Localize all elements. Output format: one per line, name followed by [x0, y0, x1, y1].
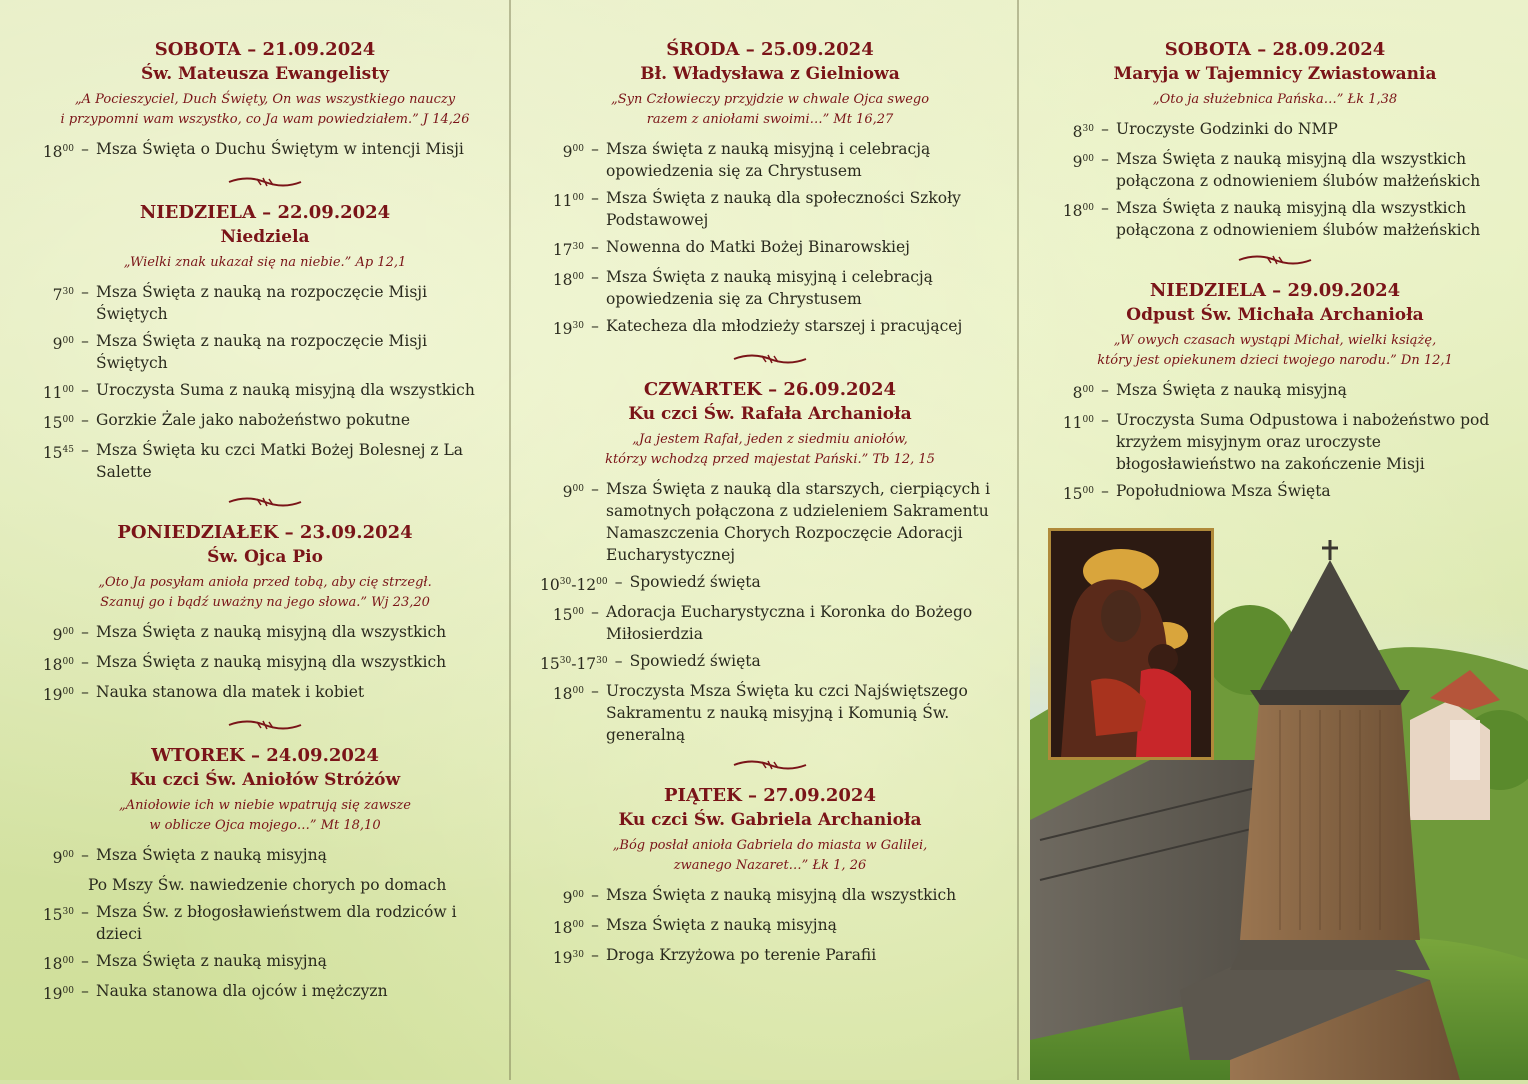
- dash: –: [591, 268, 599, 286]
- quote-line: Szanuj go i bądź uważny na jego słowa.” Wj 23,20: [100, 595, 430, 610]
- time-minutes: 00: [572, 686, 584, 696]
- schedule-item: [540, 944, 1000, 969]
- quote-line: „Ja jestem Rafał, jeden z siedmiu aniołów,: [632, 432, 908, 447]
- time: [540, 914, 584, 939]
- schedule-text: Msza Święta z nauką misyjną: [1116, 381, 1347, 399]
- schedule-text: Msza Święta z nauką misyjną dla wszystkich: [606, 886, 957, 904]
- schedule-text: Gorzkie Żale jako nabożeństwo pokutne: [96, 411, 411, 429]
- scripture-quote: [540, 90, 1000, 130]
- time: [540, 315, 584, 340]
- day-block: [30, 521, 500, 706]
- time-minutes: 00: [62, 657, 74, 667]
- day-title: PONIEDZIAŁEK – 23.09.2024: [117, 522, 413, 543]
- time-minutes: 45: [62, 445, 74, 455]
- time-hour: 17: [576, 655, 597, 673]
- time: [30, 950, 74, 975]
- time-hour: 17: [552, 241, 573, 259]
- quote-line: „Wielki znak ukazał się na niebie.” Ap 12,1: [123, 255, 407, 270]
- schedule-item: [30, 330, 500, 374]
- time-minutes: 30: [559, 656, 572, 666]
- schedule-item: [540, 315, 1000, 340]
- schedule-text: Msza Święta z nauką misyjną: [96, 952, 327, 970]
- schedule-item: [1050, 118, 1500, 143]
- schedule-item: [30, 439, 500, 483]
- day-subtitle: Ku czci Św. Gabriela Archanioła: [618, 810, 922, 830]
- day-block: [30, 38, 500, 163]
- time-minutes: 30: [596, 656, 608, 666]
- time: [540, 236, 584, 261]
- dash: –: [614, 573, 623, 591]
- time-minutes: 00: [62, 850, 74, 860]
- schedule-text: Msza Święta z nauką misyjną dla wszystkich połączona z odnowieniem ślubów małżeńskich: [1116, 199, 1481, 239]
- time-minutes: 00: [572, 484, 584, 494]
- day-block: [30, 744, 500, 1005]
- time-hour: 15: [42, 414, 63, 432]
- day-block: [540, 378, 1000, 746]
- quote-line: zwanego Nazaret…” Łk 1, 26: [673, 858, 867, 873]
- time: [1050, 480, 1094, 505]
- day-title: WTOREK – 24.09.2024: [151, 745, 379, 766]
- time-minutes: 00: [572, 920, 584, 930]
- time-minutes: 00: [1082, 203, 1094, 213]
- time-minutes: 30: [572, 242, 584, 252]
- time: [30, 844, 74, 869]
- dash: –: [81, 381, 89, 399]
- time-minutes: 00: [1082, 415, 1094, 425]
- dash: –: [591, 317, 599, 335]
- fold-line-2: [1017, 0, 1019, 1080]
- dash: –: [591, 682, 599, 700]
- schedule-list: [30, 621, 500, 706]
- dash: –: [1101, 120, 1109, 138]
- dash: –: [81, 441, 89, 459]
- schedule-text: Uroczyste Godzinki do NMP: [1116, 120, 1338, 138]
- schedule-item: [540, 914, 1000, 939]
- schedule-item: [30, 844, 500, 869]
- schedule-text: Msza Święta z nauką misyjną: [96, 846, 327, 864]
- quote-line: razem z aniołami swoimi…” Mt 16,27: [646, 112, 894, 127]
- scripture-quote: [540, 430, 1000, 470]
- time-minutes: 00: [62, 415, 74, 425]
- day-title: SOBOTA – 28.09.2024: [1164, 39, 1386, 60]
- schedule-text: Msza Święta z nauką dla starszych, cierpiących i samotnych połączona z udzieleniem Sakramentu Namaszczenia Chorych Rozpoczęcie Adoracji Eucharystycznej: [606, 480, 991, 564]
- schedule-text: Spowiedź święta: [629, 652, 761, 670]
- dash: –: [591, 603, 599, 621]
- schedule-item: [1050, 197, 1500, 241]
- schedule-list: [1050, 118, 1500, 241]
- column-1: [30, 38, 500, 1015]
- day-subtitle: Ku czci Św. Rafała Archanioła: [628, 404, 912, 424]
- day-subtitle: Św. Ojca Pio: [207, 547, 323, 567]
- schedule-text: Msza Święta z nauką misyjną i celebracją opowiedzenia się za Chrystusem: [606, 268, 933, 308]
- schedule-text: Msza Święta o Duchu Świętym w intencji Misji: [96, 140, 464, 158]
- quote-line: w oblicze Ojca mojego…” Mt 18,10: [149, 818, 381, 833]
- schedule-item: [540, 884, 1000, 909]
- time-hour: 7: [52, 286, 63, 304]
- quote-line: „Oto Ja posyłam anioła przed tobą, aby cię strzegł.: [98, 575, 432, 590]
- time-hour: 11: [42, 384, 63, 402]
- time-minutes: 30: [572, 950, 584, 960]
- schedule-text: Uroczysta Suma z nauką misyjną dla wszystkich: [96, 381, 475, 399]
- schedule-item: [1050, 409, 1500, 475]
- time: [540, 650, 608, 675]
- scripture-quote: [30, 796, 500, 836]
- schedule-text: Uroczysta Msza Święta ku czci Najświętszego Sakramentu z nauką misyjną i Komunią Św. generalną: [606, 682, 968, 744]
- day-title: CZWARTEK – 26.09.2024: [643, 379, 897, 400]
- day-block: [540, 784, 1000, 969]
- time: [1050, 409, 1094, 475]
- dash: –: [81, 903, 89, 921]
- schedule-list: [30, 281, 500, 483]
- time: [30, 651, 74, 676]
- time-hour: 15: [42, 906, 63, 924]
- time: [30, 681, 74, 706]
- schedule-item: [540, 266, 1000, 310]
- time-minutes: 00: [1082, 385, 1094, 395]
- time-hour: 19: [552, 949, 573, 967]
- dash: –: [81, 952, 89, 970]
- schedule-item: [30, 409, 500, 434]
- schedule-item: [540, 680, 1000, 746]
- dash: –: [591, 140, 599, 158]
- time-minutes: 00: [572, 144, 584, 154]
- dash: –: [591, 238, 599, 256]
- day-title: ŚRODA – 25.09.2024: [666, 39, 874, 60]
- schedule-item: [30, 980, 500, 1005]
- time-hour: 9: [562, 143, 573, 161]
- scripture-quote: [1050, 90, 1500, 110]
- time: [1050, 379, 1094, 404]
- time-minutes: 00: [572, 272, 584, 282]
- dash: –: [591, 946, 599, 964]
- schedule-text: Msza Święta ku czci Matki Bożej Bolesnej z La Salette: [96, 441, 464, 481]
- time-hour: 9: [562, 483, 573, 501]
- time-hour: 9: [52, 849, 63, 867]
- schedule-list: [540, 478, 1000, 746]
- schedule-text: Msza Święta z nauką na rozpoczęcie Misji Świętych: [96, 283, 428, 323]
- schedule-text: Nauka stanowa dla ojców i mężczyzn: [96, 982, 388, 1000]
- scripture-quote: [30, 90, 500, 130]
- schedule-item: [1050, 480, 1500, 505]
- quote-line: „Syn Człowieczy przyjdzie w chwale Ojca swego: [610, 92, 930, 107]
- time-range-dash: -: [571, 655, 577, 673]
- schedule-item: [30, 138, 500, 163]
- time: [540, 680, 584, 746]
- column-2: [540, 38, 1000, 979]
- schedule-list: [1050, 379, 1500, 505]
- time-minutes: 00: [62, 687, 74, 697]
- column-3: [1050, 38, 1500, 515]
- schedule-text: Msza Święta z nauką dla społeczności Szkoły Podstawowej: [606, 189, 961, 229]
- day-subtitle: Ku czci Św. Aniołów Stróżów: [129, 770, 401, 790]
- time: [30, 621, 74, 646]
- time: [30, 281, 74, 325]
- day-subtitle: Św. Mateusza Ewangelisty: [141, 64, 389, 84]
- ornament-divider-icon: [227, 495, 303, 509]
- time: [540, 601, 584, 645]
- time: [540, 478, 584, 566]
- dash: –: [1101, 381, 1109, 399]
- time-hour: 12: [576, 576, 597, 594]
- dash: –: [81, 623, 89, 641]
- time: [30, 901, 74, 945]
- dash: –: [81, 332, 89, 350]
- dash: –: [81, 683, 89, 701]
- dash: –: [81, 140, 89, 158]
- day-block: [1050, 279, 1500, 505]
- schedule-item: [540, 571, 1000, 596]
- time-hour: 18: [552, 919, 573, 937]
- day-title: SOBOTA – 21.09.2024: [154, 39, 376, 60]
- dash: –: [614, 652, 623, 670]
- schedule-item: [30, 874, 500, 896]
- time-minutes: 00: [62, 144, 74, 154]
- time: [30, 439, 74, 483]
- time-minutes: 00: [596, 577, 608, 587]
- time: [30, 379, 74, 404]
- dash: –: [591, 189, 599, 207]
- dash: –: [81, 846, 89, 864]
- ornament-divider-icon: [732, 352, 808, 366]
- schedule-item: [30, 621, 500, 646]
- dash: –: [591, 480, 599, 498]
- dash: –: [81, 982, 89, 1000]
- quote-line: „Oto ja służebnica Pańska…” Łk 1,38: [1152, 92, 1398, 107]
- time: [30, 138, 74, 163]
- time-minutes: 00: [62, 986, 74, 996]
- schedule-text: Msza Święta z nauką misyjną dla wszystkich: [96, 623, 447, 641]
- time-hour: 18: [42, 955, 63, 973]
- time-minutes: 30: [62, 287, 74, 297]
- time-hour: 18: [552, 271, 573, 289]
- time-hour: 15: [540, 655, 560, 673]
- time: [540, 187, 584, 231]
- ornament-divider-icon: [227, 718, 303, 732]
- schedule-text: Msza święta z nauką misyjną i celebracją opowiedzenia się za Chrystusem: [606, 140, 931, 180]
- time-hour: 18: [42, 143, 63, 161]
- quote-line: którzy wchodzą przed majestat Pański.” Tb 12, 15: [605, 452, 935, 467]
- time-hour: 18: [42, 656, 63, 674]
- schedule-item: [540, 601, 1000, 645]
- dash: –: [81, 283, 89, 301]
- time-hour: 15: [552, 606, 573, 624]
- time-hour: 10: [540, 576, 560, 594]
- day-title: PIĄTEK – 27.09.2024: [664, 785, 876, 806]
- dash: –: [1101, 150, 1109, 168]
- time-minutes: 30: [559, 577, 572, 587]
- scripture-quote: [540, 836, 1000, 876]
- schedule-list: [30, 138, 500, 163]
- time-hour: 11: [1062, 414, 1083, 432]
- day-subtitle: Odpust Św. Michała Archanioła: [1126, 305, 1424, 325]
- schedule-item: [540, 187, 1000, 231]
- time-minutes: 30: [62, 907, 74, 917]
- schedule-item: [30, 379, 500, 404]
- time: [540, 138, 584, 182]
- time-hour: 9: [52, 335, 63, 353]
- church-photo: [1030, 520, 1528, 1080]
- dash: –: [591, 916, 599, 934]
- time-minutes: 00: [62, 336, 74, 346]
- time: [1050, 148, 1094, 192]
- day-subtitle: Bł. Władysława z Gielniowa: [640, 64, 900, 84]
- quote-line: który jest opiekunem dzieci twojego narodu.” Dn 12,1: [1097, 353, 1453, 368]
- schedule-text: Adoracja Eucharystyczna i Koronka do Bożego Miłosierdzia: [606, 603, 973, 643]
- scripture-quote: [1050, 331, 1500, 371]
- time-range-dash: -: [571, 576, 577, 594]
- time: [30, 409, 74, 434]
- ornament-divider-icon: [227, 175, 303, 189]
- schedule-text: Msza Święta z nauką na rozpoczęcie Misji Świętych: [96, 332, 428, 372]
- time-hour: 9: [1072, 153, 1083, 171]
- time-hour: 19: [552, 320, 573, 338]
- schedule-text: Uroczysta Suma Odpustowa i nabożeństwo pod krzyżem misyjnym oraz uroczyste błogosławieństwo na zakończenie Misji: [1116, 411, 1490, 473]
- time-minutes: 00: [62, 627, 74, 637]
- dash: –: [1101, 199, 1109, 217]
- time-hour: 18: [1062, 202, 1083, 220]
- day-title: NIEDZIELA – 22.09.2024: [139, 202, 391, 223]
- dash: –: [81, 411, 89, 429]
- schedule-item: [540, 138, 1000, 182]
- schedule-text: Msza Święta z nauką misyjną dla wszystkich połączona z odnowieniem ślubów małżeńskich: [1116, 150, 1481, 190]
- time-minutes: 00: [62, 956, 74, 966]
- quote-line: „W owych czasach wystąpi Michał, wielki książę,: [1113, 333, 1437, 348]
- schedule-list: [540, 884, 1000, 969]
- schedule-item: [540, 650, 1000, 675]
- quote-line: „A Pocieszyciel, Duch Święty, On was wszystkiego nauczy: [74, 92, 456, 107]
- time: [540, 944, 584, 969]
- schedule-item: [30, 651, 500, 676]
- time: [1050, 197, 1094, 241]
- time: [540, 571, 608, 596]
- schedule-text: Po Mszy Św. nawiedzenie chorych po domach: [88, 876, 447, 894]
- schedule-text: Droga Krzyżowa po terenie Parafii: [606, 946, 877, 964]
- time: [30, 980, 74, 1005]
- schedule-text: Msza Św. z błogosławieństwem dla rodziców i dzieci: [96, 903, 457, 943]
- time-minutes: 00: [1082, 154, 1094, 164]
- schedule-text: Msza Święta z nauką misyjną dla wszystkich: [96, 653, 447, 671]
- schedule-text: Popołudniowa Msza Święta: [1116, 482, 1331, 500]
- day-subtitle: Niedziela: [220, 227, 310, 247]
- ornament-divider-icon: [1237, 253, 1313, 267]
- scripture-quote: [30, 253, 500, 273]
- time-hour: 15: [1062, 485, 1083, 503]
- schedule-list: [540, 138, 1000, 340]
- dash: –: [81, 653, 89, 671]
- time-minutes: 00: [572, 607, 584, 617]
- day-block: [1050, 38, 1500, 241]
- time: [540, 266, 584, 310]
- ornament-divider-icon: [732, 758, 808, 772]
- time-hour: 8: [1072, 123, 1083, 141]
- dash: –: [591, 886, 599, 904]
- schedule-text: Msza Święta z nauką misyjną: [606, 916, 837, 934]
- time-minutes: 00: [62, 385, 74, 395]
- fold-line-1: [509, 0, 511, 1080]
- day-block: [30, 201, 500, 483]
- time-minutes: 30: [572, 321, 584, 331]
- schedule-text: Katecheza dla młodzieży starszej i pracującej: [606, 317, 963, 335]
- scripture-quote: [30, 573, 500, 613]
- schedule-item: [30, 950, 500, 975]
- time-hour: 9: [562, 889, 573, 907]
- time: [540, 884, 584, 909]
- time-minutes: 00: [572, 890, 584, 900]
- time-hour: 11: [552, 192, 573, 210]
- schedule-list: [30, 844, 500, 1005]
- time-hour: 9: [52, 626, 63, 644]
- dash: –: [1101, 411, 1109, 429]
- day-title: NIEDZIELA – 29.09.2024: [1149, 280, 1401, 301]
- time-hour: 19: [42, 686, 63, 704]
- schedule-text: Nauka stanowa dla matek i kobiet: [96, 683, 365, 701]
- quote-line: i przypomni wam wszystko, co Ja wam powiedziałem.” J 14,26: [60, 112, 470, 127]
- day-subtitle: Maryja w Tajemnicy Zwiastowania: [1113, 64, 1437, 84]
- dash: –: [1101, 482, 1109, 500]
- schedule-item: [30, 901, 500, 945]
- schedule-item: [540, 236, 1000, 261]
- schedule-item: [1050, 148, 1500, 192]
- day-block: [540, 38, 1000, 340]
- schedule-item: [1050, 379, 1500, 404]
- time-minutes: 00: [572, 193, 584, 203]
- schedule-text: Nowenna do Matki Bożej Binarowskiej: [606, 238, 910, 256]
- time-hour: 15: [42, 444, 63, 462]
- schedule-item: [30, 281, 500, 325]
- time-hour: 19: [42, 985, 63, 1003]
- icon-mother-of-god-painting: [1048, 528, 1214, 760]
- schedule-item: [540, 478, 1000, 566]
- time-hour: 18: [552, 685, 573, 703]
- time: [1050, 118, 1094, 143]
- time-minutes: 30: [1082, 124, 1094, 134]
- quote-line: „Aniołowie ich w niebie wpatrują się zawsze: [119, 798, 411, 813]
- time: [30, 330, 74, 374]
- time-minutes: 00: [1082, 486, 1094, 496]
- schedule-item: [30, 681, 500, 706]
- time-hour: 8: [1072, 384, 1083, 402]
- schedule-text: Spowiedź święta: [629, 573, 761, 591]
- quote-line: „Bóg posłał anioła Gabriela do miasta w Galilei,: [612, 838, 928, 853]
